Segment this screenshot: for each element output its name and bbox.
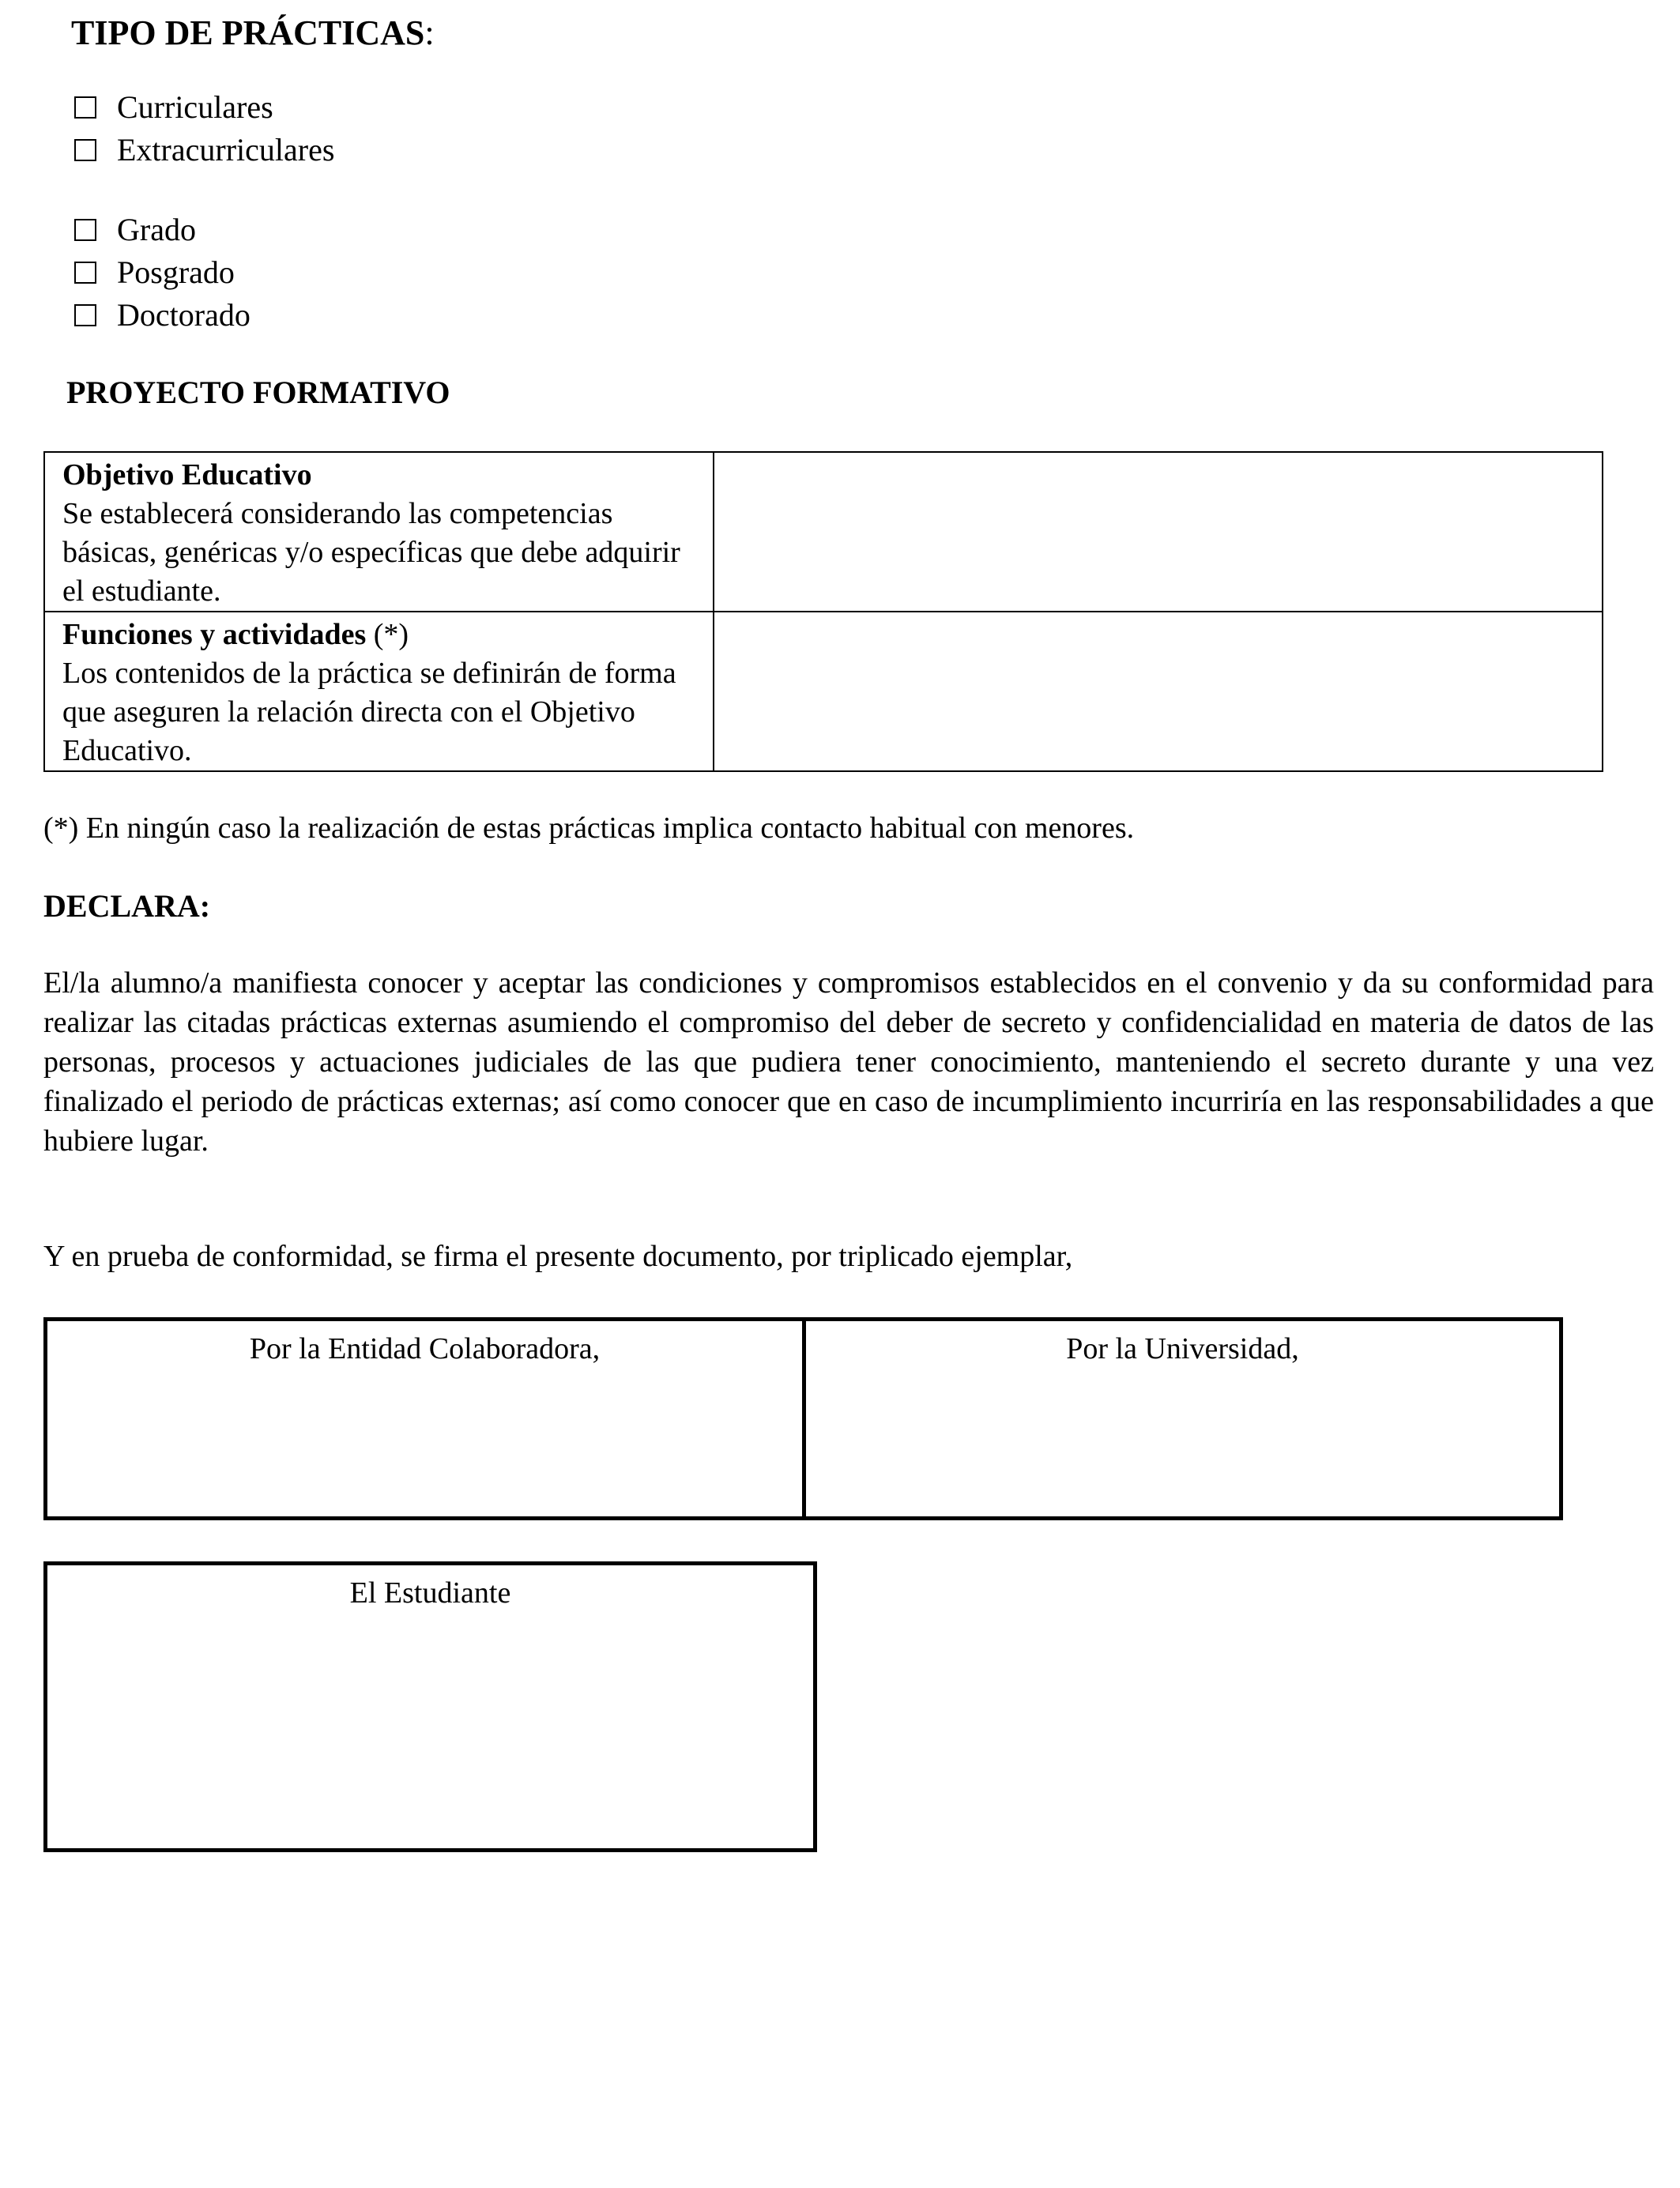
funciones-actividades-label-cell	[44, 612, 714, 771]
checkbox-doctorado[interactable]	[74, 304, 96, 326]
objetivo-educativo-field[interactable]	[714, 452, 1603, 612]
funciones-actividades-heading: Funciones y actividades	[62, 618, 367, 651]
signature-label: El Estudiante	[349, 1576, 511, 1610]
heading-suffix: (*)	[366, 618, 409, 651]
option-label: Curriculares	[117, 89, 273, 125]
signature-label: Por la Entidad Colaboradora,	[249, 1332, 601, 1365]
declara-title: DECLARA:	[43, 888, 211, 924]
checkbox-posgrado[interactable]	[74, 262, 96, 284]
option-label: Extracurriculares	[117, 132, 335, 168]
table-row	[44, 612, 1603, 771]
objetivo-educativo-heading: Objetivo Educativo	[62, 458, 312, 491]
funciones-actividades-field[interactable]	[714, 612, 1603, 771]
option-extracurriculares[interactable]	[74, 129, 334, 171]
declara-paragraph: El/la alumno/a manifiesta conocer y aceptar las condiciones y compromisos establecidos en el convenio y da su conformidad para realizar las citadas prácticas externas asumiendo el compromiso del deber de secreto y confidencialidad en materia de datos de las personas, procesos y actuaciones judiciales de las que pudiera tener conocimiento, manteniendo el secreto durante y una vez finalizado el periodo de prácticas externas; así como conocer que en caso de incumplimiento incurriría en las responsabilidades a que hubiere lugar.	[43, 966, 1654, 1158]
option-label: Grado	[117, 212, 196, 247]
signature-box-estudiante[interactable]	[43, 1561, 817, 1852]
tipo-practicas-title-colon: :	[424, 13, 435, 52]
footnote: (*) En ningún caso la realización de estas prácticas implica contacto habitual con menores.	[43, 812, 1135, 845]
checkbox-curriculares[interactable]	[74, 96, 96, 119]
signature-label: Por la Universidad,	[1066, 1332, 1299, 1365]
objetivo-educativo-description: Se establecerá considerando las competencias básicas, genéricas y/o específicas que debe adquirir el estudiante.	[62, 497, 680, 608]
option-doctorado[interactable]	[74, 294, 250, 337]
option-curriculares[interactable]	[74, 86, 273, 129]
proyecto-formativo-table	[43, 451, 1603, 772]
signature-box-universidad[interactable]	[802, 1317, 1563, 1520]
tipo-practicas-title-text: TIPO DE PRÁCTICAS	[71, 13, 425, 52]
signature-box-entidad[interactable]	[43, 1317, 806, 1520]
option-label: Doctorado	[117, 297, 250, 333]
option-posgrado[interactable]	[74, 251, 235, 294]
checkbox-grado[interactable]	[74, 219, 96, 241]
objetivo-educativo-label-cell	[44, 452, 714, 612]
funciones-actividades-description: Los contenidos de la práctica se definirán de forma que aseguren la relación directa con el Objetivo Educativo.	[62, 657, 676, 767]
table-row	[44, 452, 1603, 612]
option-grado[interactable]	[74, 209, 196, 251]
checkbox-extracurriculares[interactable]	[74, 139, 96, 161]
proyecto-formativo-title: PROYECTO FORMATIVO	[66, 375, 450, 410]
tipo-practicas-title	[71, 11, 435, 55]
option-label: Posgrado	[117, 254, 235, 290]
conformidad-text: Y en prueba de conformidad, se firma el presente documento, por triplicado ejemplar,	[43, 1240, 1073, 1273]
